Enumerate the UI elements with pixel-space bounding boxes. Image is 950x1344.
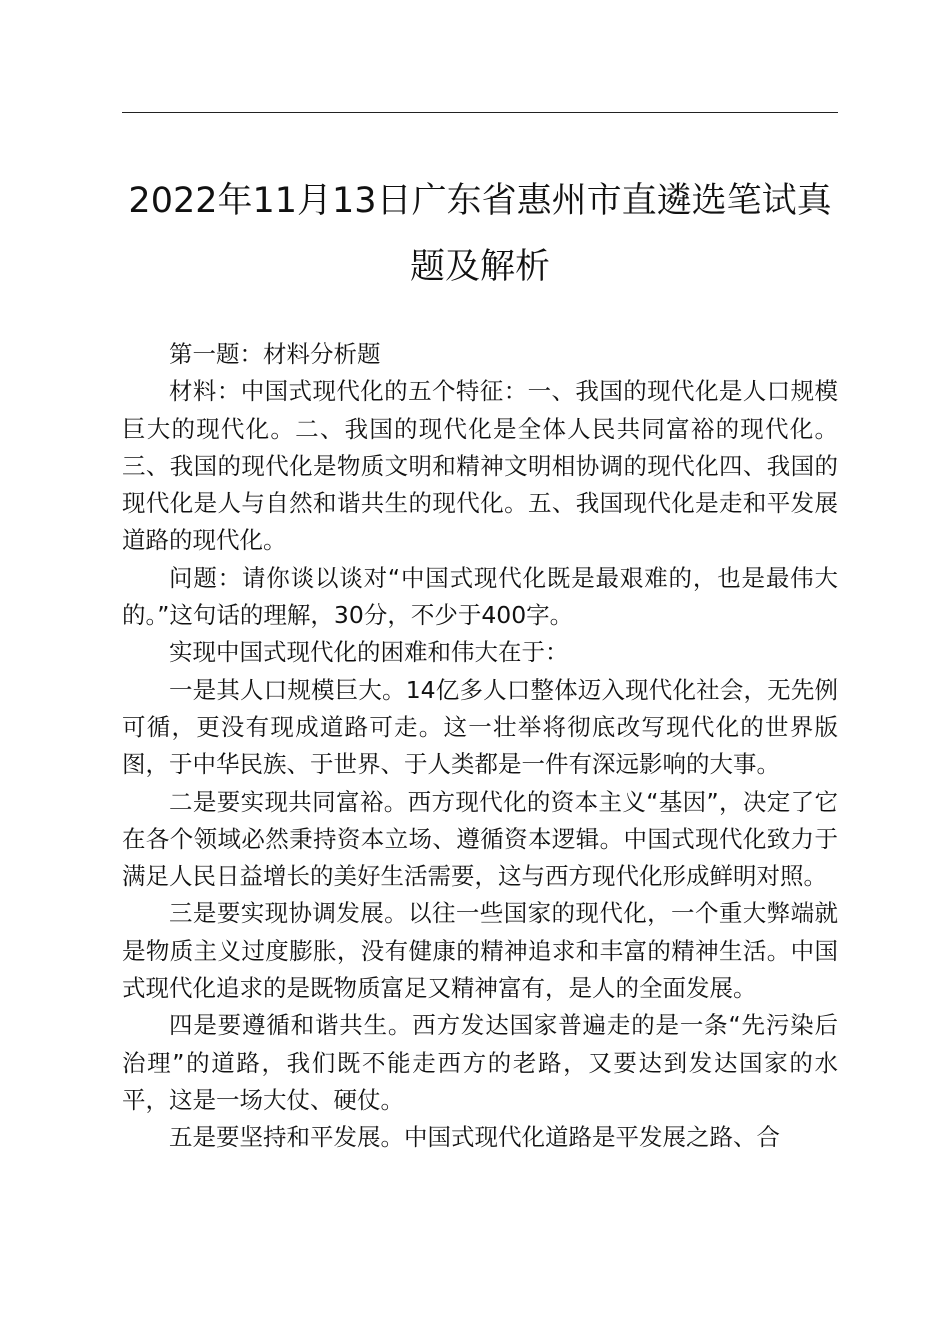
section-heading: 第一题：材料分析题 — [169, 340, 381, 368]
header-rule — [122, 112, 838, 113]
answer-point-1: 一是其人口规模巨大。14亿多人口整体迈入现代化社会，无先例可循，更没有现成道路可走。这一壮举将彻底改写现代化的世界版图，于中华民族、于世界、于人类都是一件有深远影响的大事。 — [122, 675, 838, 779]
answer-intro: 实现中国式现代化的困难和伟大在于： — [169, 638, 569, 667]
material-paragraph: 材料：中国式现代化的五个特征：一、我国的现代化是人口规模巨大的现代化。二、我国的现代化是全体人民共同富裕的现代化。三、我国的现代化是物质文明和精神文明相协调的现代化四、我国的现代化是人与自然和谐共生的现代化。五、我国现代化是走和平发展道路的现代化。 — [122, 377, 838, 555]
answer-point-4: 四是要遵循和谐共生。西方发达国家普遍走的是一条“先污染后治理”的道路，我们既不能走西方的老路，又要达到发达国家的水平，这是一场大仗、硬仗。 — [122, 1011, 838, 1114]
answer-point-5: 五是要坚持和平发展。中国式现代化道路是平发展之路、合 — [169, 1123, 780, 1152]
question-paragraph: 问题：请你谈以谈对“中国式现代化既是最艰难的，也是最伟大的。”这句话的理解，30分，不少于400字。 — [122, 563, 838, 630]
title-line-1: 2022年11月13日广东省惠州市直遴选笔试真 — [128, 181, 832, 221]
title-line-2: 题及解析 — [409, 247, 550, 287]
answer-point-3: 三是要实现协调发展。以往一些国家的现代化，一个重大弊端就是物质主义过度膨胀，没有健康的精神追求和丰富的精神生活。中国式现代化追求的是既物质富足又精神富有，是人的全面发展。 — [122, 899, 838, 1003]
document-title — [122, 168, 838, 300]
document-body — [122, 336, 838, 1157]
answer-point-2: 二是要实现共同富裕。西方现代化的资本主义“基因”，决定了它在各个领域必然秉持资本立场、遵循资本逻辑。中国式现代化致力于满足人民日益增长的美好生活需要，这与西方现代化形成鲜明对照。 — [122, 787, 838, 891]
